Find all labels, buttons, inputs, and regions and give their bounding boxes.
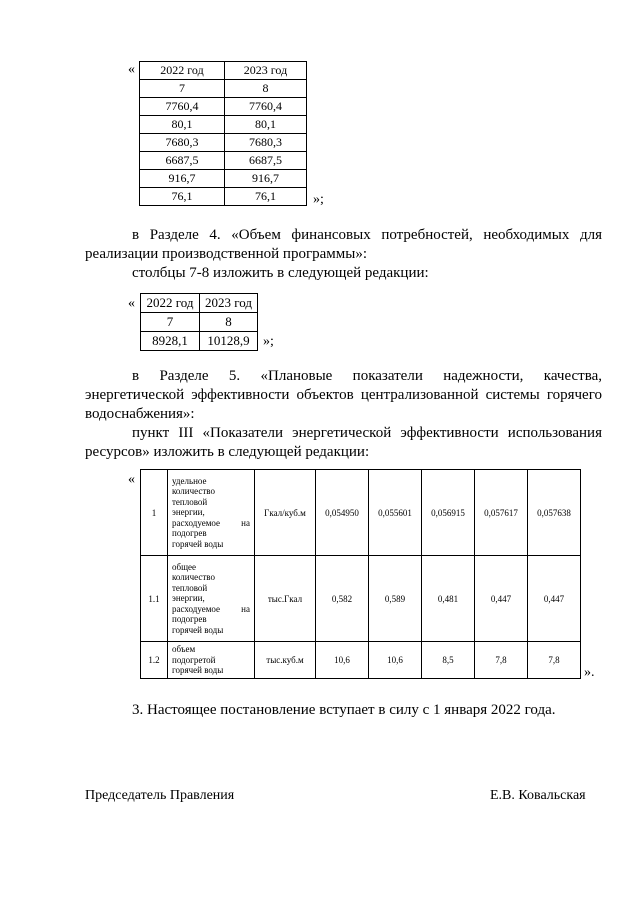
table-row	[140, 170, 307, 188]
table-cell: 7760,4	[140, 98, 225, 116]
table-row	[141, 556, 581, 642]
value-cell: 0,481	[422, 556, 475, 642]
finance-table	[140, 293, 258, 351]
table-cell: 8	[225, 80, 307, 98]
table-cell: 916,7	[225, 170, 307, 188]
indicator-name-line: подогретой	[172, 654, 216, 665]
row-number: 1.1	[141, 556, 168, 642]
table-row	[140, 98, 307, 116]
open-quote: «	[128, 296, 135, 311]
paragraph-section5-line2: энергетической эффективности объектов централизованной системы горячего	[85, 387, 602, 403]
signature-name: Е.В. Ковальская	[490, 788, 586, 803]
indicator-name-line: горячей воды	[172, 665, 224, 675]
value-cell: 0,057617	[475, 470, 528, 556]
value-cell: 0,447	[528, 556, 581, 642]
table-cell: 80,1	[140, 116, 225, 134]
close-quote: ».	[584, 665, 595, 680]
value-cell: 0,056915	[422, 470, 475, 556]
table-row	[140, 116, 307, 134]
indicator-name-line: подогрев	[172, 614, 207, 625]
value-cell: 0,447	[475, 556, 528, 642]
indicator-name-line: тепловой	[172, 496, 208, 507]
paragraph-section5-line4: пункт III «Показатели энергетической эффективности использования	[132, 425, 602, 441]
value-cell: 0,054950	[316, 470, 369, 556]
table-row	[140, 80, 307, 98]
indicator-name-line: горячей воды	[172, 538, 224, 549]
table-row	[141, 332, 258, 351]
table-cell: 7680,3	[225, 134, 307, 152]
table-cell: 76,1	[225, 188, 307, 206]
paragraph-section4-line3: столбцы 7-8 изложить в следующей редакции:	[132, 265, 429, 281]
clause-3: 3. Настоящее постановление вступает в силу с 1 января 2022 года.	[132, 702, 556, 718]
table-cell: 6687,5	[140, 152, 225, 170]
value-cell: 7,8	[528, 642, 581, 679]
unit-cell: тыс.Гкал	[255, 556, 316, 642]
table-cell: 76,1	[140, 188, 225, 206]
table-cell: 916,7	[140, 170, 225, 188]
indicator-name-line: удельное	[172, 475, 207, 486]
indicator-name-line: объем	[172, 644, 196, 654]
paragraph-section5-line5: ресурсов» изложить в следующей редакции:	[85, 444, 370, 460]
paragraph-section4-line2: реализации производственной программы»:	[85, 246, 367, 262]
table-row	[140, 134, 307, 152]
value-cell: 0,055601	[369, 470, 422, 556]
row-number: 1	[141, 470, 168, 556]
open-quote: «	[128, 62, 135, 77]
value-cell: 8,5	[422, 642, 475, 679]
table-header-row	[140, 62, 307, 80]
indicator-name-line: тепловой	[172, 582, 208, 593]
close-quote: »;	[313, 192, 324, 207]
paragraph-section5-line3: водоснабжения»:	[85, 406, 195, 422]
table-row	[141, 470, 581, 556]
table-cell: 7760,4	[225, 98, 307, 116]
indicator-name-line: общее	[172, 561, 196, 572]
paragraph-section5-line1: в Разделе 5. «Плановые показатели надежности, качества,	[132, 368, 602, 384]
column-header: 2022 год	[140, 62, 225, 80]
value-cell: 10,6	[316, 642, 369, 679]
value-cell: 0,589	[369, 556, 422, 642]
signature-title: Председатель Правления	[85, 788, 235, 803]
indicator-name-line: горячей воды	[172, 624, 224, 635]
table-cell: 80,1	[225, 116, 307, 134]
budget-table	[139, 61, 307, 206]
indicator-name	[168, 642, 255, 679]
indicator-name-line: подогрев	[172, 528, 207, 539]
indicator-name	[168, 470, 255, 556]
table-cell: 7	[141, 313, 200, 332]
indicator-name-line: количество	[172, 572, 215, 583]
row-number: 1.2	[141, 642, 168, 679]
indicator-name-line: количество	[172, 486, 215, 497]
indicator-name-line: энергии,	[172, 593, 205, 604]
value-cell: 7,8	[475, 642, 528, 679]
open-quote: «	[128, 472, 135, 487]
table-row	[140, 152, 307, 170]
table-cell: 8	[200, 313, 258, 332]
table-row	[140, 188, 307, 206]
table-cell: 6687,5	[225, 152, 307, 170]
table-row	[141, 313, 258, 332]
column-header: 2023 год	[225, 62, 307, 80]
unit-cell: Гкал/куб.м	[255, 470, 316, 556]
unit-cell: тыс.куб.м	[255, 642, 316, 679]
indicator-name-line: расходуемое на	[172, 603, 250, 614]
indicator-name-line: энергии,	[172, 507, 205, 518]
value-cell: 10,6	[369, 642, 422, 679]
indicator-name	[168, 556, 255, 642]
close-quote: »;	[263, 334, 274, 349]
indicator-name-line: расходуемое на	[172, 517, 250, 528]
table-cell: 7	[140, 80, 225, 98]
table-cell: 8928,1	[141, 332, 200, 351]
value-cell: 0,582	[316, 556, 369, 642]
table-row	[141, 642, 581, 679]
table-header-row	[141, 294, 258, 313]
column-header: 2022 год	[141, 294, 200, 313]
value-cell: 0,057638	[528, 470, 581, 556]
column-header: 2023 год	[200, 294, 258, 313]
paragraph-section4-line1: в Разделе 4. «Объем финансовых потребностей, необходимых для	[132, 227, 602, 243]
energy-efficiency-table	[140, 469, 581, 679]
table-cell: 10128,9	[200, 332, 258, 351]
table-cell: 7680,3	[140, 134, 225, 152]
